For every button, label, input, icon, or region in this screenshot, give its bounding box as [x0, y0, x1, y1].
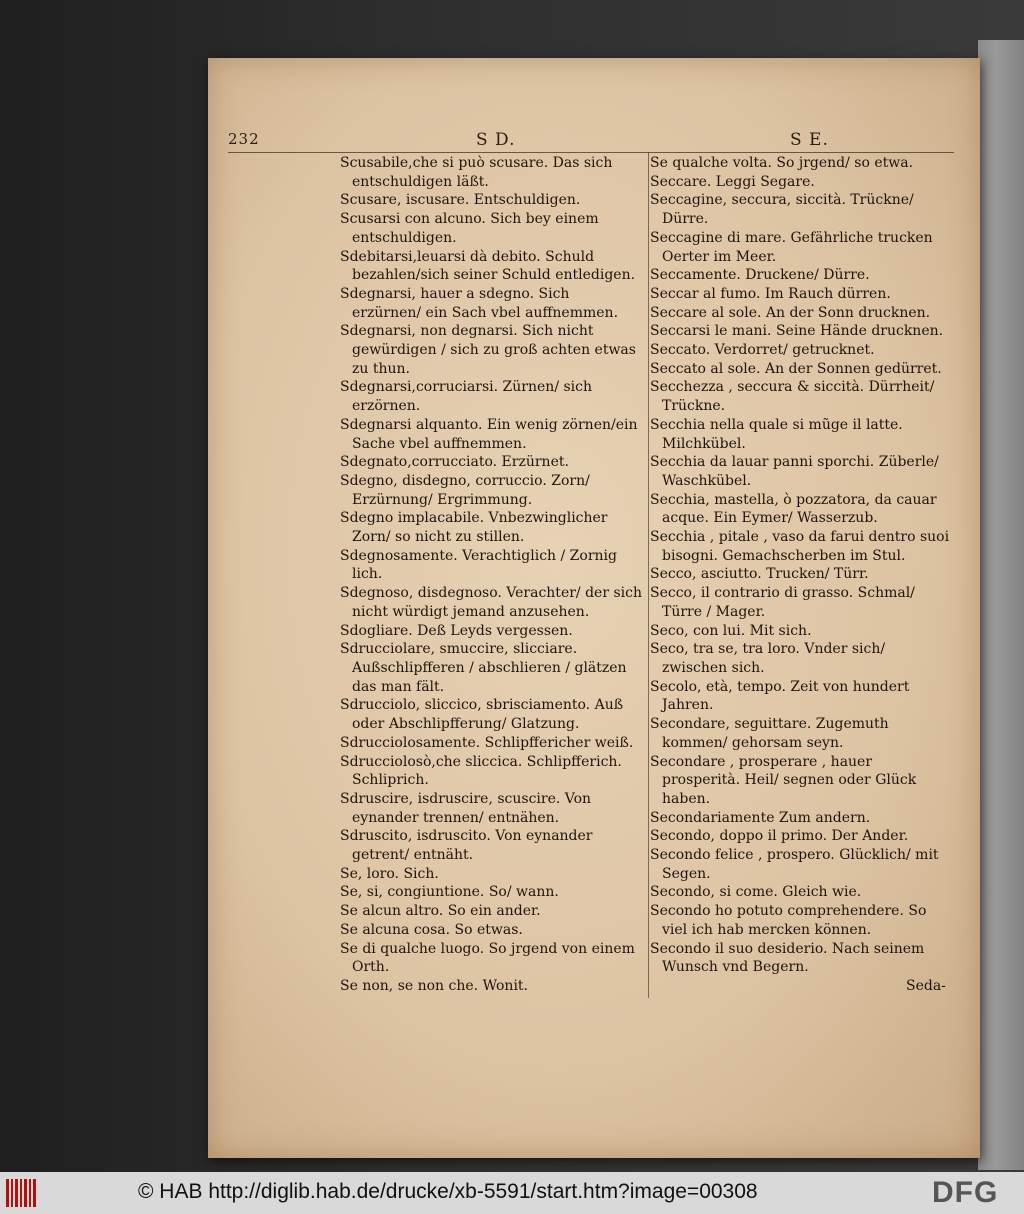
header-left: S D.	[476, 130, 516, 150]
dictionary-entry: Sdebitarsi,leuarsi dà debito. Schuld bezahlen/sich seiner Schuld entledigen.	[340, 248, 636, 284]
dictionary-entry: Seccato. Verdorret/ getrucknet.	[650, 342, 875, 359]
dictionary-entry: Seccato al sole. An der Sonnen gedürret.	[650, 360, 942, 377]
dictionary-entry: Secolo, età, tempo. Zeit von hundert Jahren.	[650, 678, 910, 714]
dictionary-entry: Scusare, iscusare. Entschuldigen.	[340, 192, 581, 209]
dictionary-entry: Secondare , prosperare , hauer prosperità. Heil/ segnen oder Glück haben.	[650, 753, 917, 807]
dictionary-entry: Secondo ho potuto comprehendere. So viel ich hab mercken können.	[650, 903, 927, 938]
dictionary-entry: Seccarsi le mani. Seine Hände drucknen.	[650, 323, 944, 340]
footer-bar	[0, 1172, 1024, 1214]
dictionary-entry: Sdegnarsi, hauer a sdegno. Sich erzürnen/ ein Sach vbel auffnemmen.	[340, 285, 619, 321]
dictionary-entry: Seco, con lui. Mit sich.	[650, 622, 812, 639]
dictionary-entry: Seccamente. Druckene/ Dürre.	[650, 267, 870, 284]
page-number: 232	[228, 130, 260, 148]
dictionary-entry: Sdegno implacabile. Vnbezwinglicher Zorn/ so nicht zu stillen.	[340, 510, 608, 546]
dictionary-entry: Secondare, seguittare. Zugemuth kommen/ gehorsam seyn.	[650, 716, 889, 751]
dictionary-entry: Secchia nella quale si mũge il latte. Milchkübel.	[650, 416, 903, 452]
header-rule	[228, 152, 954, 153]
dictionary-entry: Sdruscito, isdruscito. Von eynander getrent/ entnäht.	[340, 828, 593, 864]
dictionary-entry: Scusarsi con alcuno. Sich bey einem entschuldigen.	[340, 211, 599, 246]
dictionary-entry: Sdrucciolare, smuccire, slicciare. Außschlipfferen / abschlieren / glätzen das man fält.	[340, 641, 627, 695]
adjacent-page-edge	[978, 40, 1024, 1170]
dictionary-entry: Se non, se non che. Wonit.	[340, 977, 529, 994]
dictionary-entry: Se, loro. Sich.	[340, 865, 439, 882]
dictionary-entry: Sdogliare. Deß Leyds vergessen.	[340, 622, 573, 639]
dictionary-entry: Se qualche volta. So jrgend/ so etwa.	[650, 155, 914, 171]
dictionary-entry: Sdegnarsi,corruciarsi. Zürnen/ sich erzörnen.	[340, 379, 592, 415]
dictionary-entry: Secchezza , seccura & siccità. Dürrheit/ Trückne.	[650, 379, 935, 415]
dictionary-entry: Se alcuna cosa. So etwas.	[340, 921, 523, 938]
dictionary-entry: Sdegnosamente. Verachtiglich / Zornig lich.	[340, 547, 617, 583]
dictionary-entry: Se di qualche luogo. So jrgend von einem Orth.	[340, 940, 635, 976]
dictionary-entry: Secchia da lauar panni sporchi. Züberle/ Waschkübel.	[650, 454, 939, 489]
dictionary-entry: Secco, il contrario di grasso. Schmal/ Türre / Mager.	[650, 585, 915, 620]
dictionary-entry: Sdegnato,corrucciato. Erzürnet.	[340, 454, 569, 471]
dictionary-entry: Seccagine, seccura, siccità. Trückne/ Dürre.	[650, 192, 914, 228]
dictionary-entry: Secondo felice , prospero. Glücklich/ mit Segen.	[650, 847, 939, 882]
dictionary-entry: Sdrucciolo, sliccico, sbrisciamento. Auß oder Abschlipfferung/ Glatzung.	[340, 697, 624, 733]
dictionary-entry: Sdegnarsi alquanto. Ein wenig zörnen/ein Sache vbel auffnemmen.	[340, 416, 638, 452]
dictionary-entry: Secondariamente Zum andern.	[650, 809, 871, 826]
dictionary-entry: Scusabile,che si può scusare. Das sich entschuldigen läßt.	[340, 155, 613, 190]
header-right: S E.	[790, 130, 829, 150]
dictionary-entry: Se, si, congiuntione. So/ wann.	[340, 884, 559, 901]
dictionary-entry: Secchia, mastella, ò pozzatora, da cauar acque. Ein Eymer/ Wasserzub.	[650, 491, 937, 527]
column-divider	[648, 152, 649, 998]
left-column	[340, 154, 642, 996]
dictionary-entry: Seccare al sole. An der Sonn drucknen.	[650, 304, 931, 321]
dictionary-entry: Secco, asciutto. Trucken/ Türr.	[650, 566, 869, 583]
dictionary-entry: Se alcun altro. So ein ander.	[340, 903, 541, 920]
dictionary-entry: Sdrucciolosamente. Schlipffericher weiß.	[340, 734, 634, 751]
dfg-logo: DFG	[932, 1176, 999, 1209]
dictionary-entry: Seco, tra se, tra loro. Vnder sich/ zwischen sich.	[650, 641, 886, 676]
dictionary-entry: Seccar al fumo. Im Rauch dürren.	[650, 285, 891, 302]
dictionary-entry: Secchia , pitale , vaso da farui dentro suoi bisogni. Gemachscherben im Stul.	[650, 529, 950, 564]
dictionary-entry: Sdrucciolosò,che sliccica. Schlipfferich. Schliprich.	[340, 753, 622, 789]
copyright-url[interactable]: © HAB http://diglib.hab.de/drucke/xb-5591/start.htm?image=00308	[138, 1180, 758, 1203]
dictionary-entry: Secondo, doppo il primo. Der Ander.	[650, 828, 909, 845]
dictionary-entry: Sdegno, disdegno, corruccio. Zorn/ Erzürnung/ Ergrimmung.	[340, 472, 590, 508]
right-column	[650, 154, 950, 977]
dictionary-entry: Seccare. Leggi Segare.	[650, 173, 815, 190]
dictionary-entry: Sdegnoso, disdegnoso. Verachter/ der sich nicht würdigt jemand anzusehen.	[340, 585, 642, 620]
dictionary-entry: Sdegnarsi, non degnarsi. Sich nicht gewürdigen / sich zu groß achten etwas zu thun.	[340, 323, 636, 377]
dictionary-entry: Sdruscire, isdruscire, scuscire. Von eynander trennen/ entnähen.	[340, 790, 592, 826]
hab-barcode-logo-icon	[6, 1179, 36, 1207]
dictionary-entry: Secondo, si come. Gleich wie.	[650, 884, 862, 901]
dictionary-entry: Seccagine di mare. Gefährliche trucken Oerter im Meer.	[650, 229, 933, 265]
catchword: Seda-	[906, 978, 946, 994]
dictionary-entry: Secondo il suo desiderio. Nach seinem Wunsch vnd Begern.	[650, 940, 925, 976]
